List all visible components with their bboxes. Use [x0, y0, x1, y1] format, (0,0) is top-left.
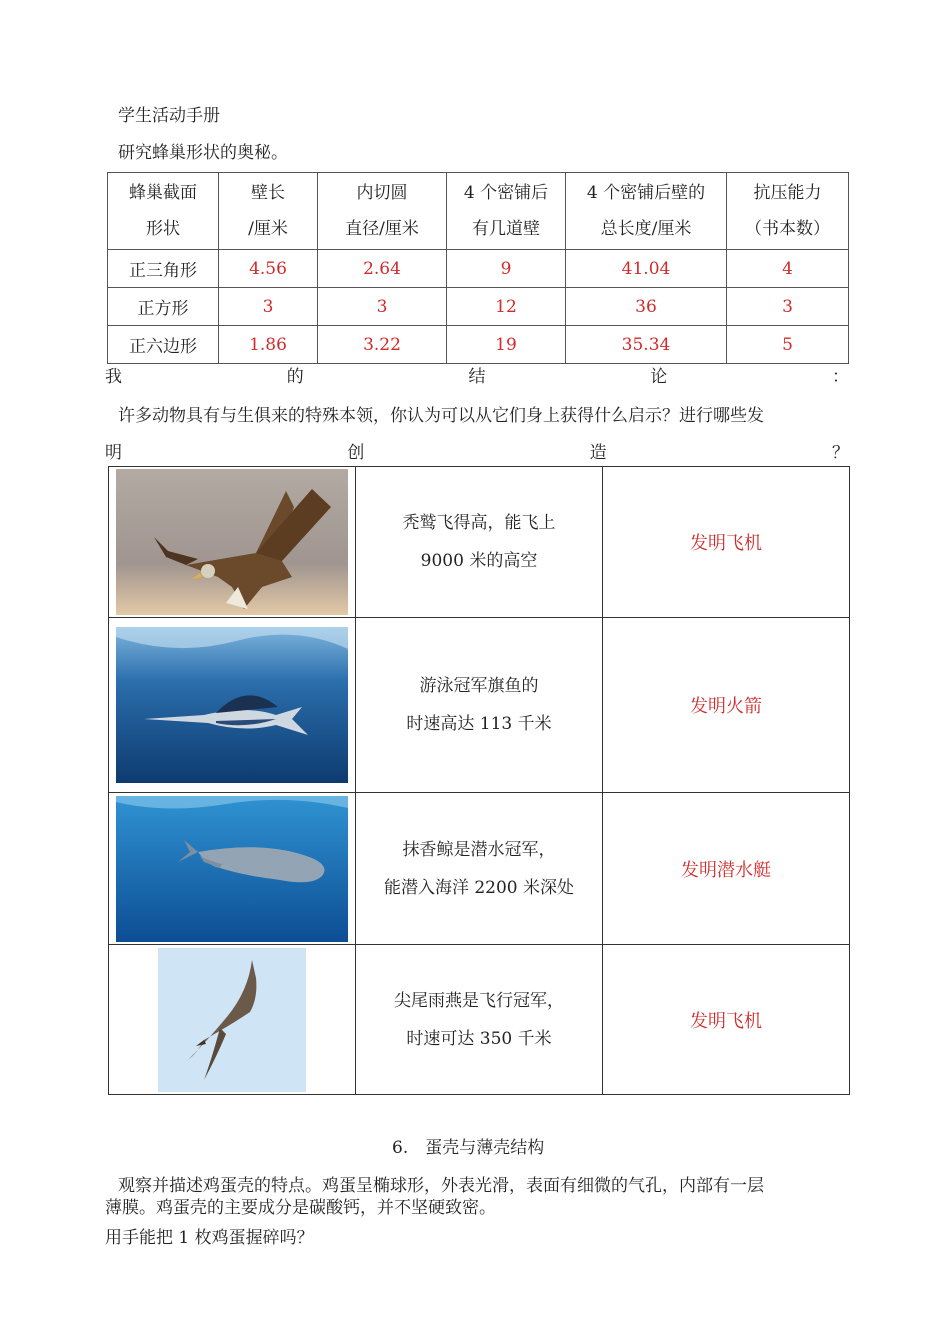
value-cell: 35.34 [566, 326, 727, 364]
table-row [108, 288, 849, 326]
invention-cell: 发明火箭 [603, 618, 850, 793]
description-cell: 游泳冠军旗鱼的 时速高达 113 千米 [356, 618, 603, 793]
eggshell-paragraph: 观察并描述鸡蛋壳的特点。鸡蛋呈椭球形，外表光滑，表面有细微的气孔，内部有一层 [118, 1176, 764, 1196]
header-pressure-resistance: 抗压能力 （书本数） [727, 173, 849, 250]
value-cell: 9 [447, 250, 566, 288]
header-total-length: 4 个密铺后壁的 总长度/厘米 [566, 173, 727, 250]
honeycomb-intro: 研究蜂巢形状的奥秘。 [118, 143, 288, 163]
table-row [108, 250, 849, 288]
description-cell: 抹香鲸是潜水冠军， 能潜入海洋 2200 米深处 [356, 793, 603, 945]
eggshell-paragraph-cont: 薄膜。鸡蛋壳的主要成分是碳酸钙，并不坚硬致密。 [105, 1198, 496, 1218]
image-cell [109, 945, 356, 1095]
manual-title: 学生活动手册 [118, 106, 220, 126]
question-text: 许多动物具有与生俱来的特殊本领，你认为可以从它们身上获得什么启示？进行哪些发 [118, 406, 764, 426]
header-incircle-diameter: 内切圆 直径/厘米 [318, 173, 447, 250]
swift-photo [158, 948, 306, 1092]
value-cell: 4.56 [219, 250, 318, 288]
honeycomb-header-row [108, 173, 849, 250]
value-cell: 3.22 [318, 326, 447, 364]
egg-question: 用手能把 1 枚鸡蛋握碎吗？ [105, 1228, 314, 1248]
table-row [108, 326, 849, 364]
conclusion-label: 我 的 结 论 ： [105, 367, 849, 387]
table-row [109, 793, 850, 945]
header-wall-length: 壁长 /厘米 [219, 173, 318, 250]
image-cell [109, 467, 356, 618]
value-cell: 3 [219, 288, 318, 326]
value-cell: 4 [727, 250, 849, 288]
table-row [109, 945, 850, 1095]
description-cell: 秃鹫飞得高，能飞上 9000 米的高空 [356, 467, 603, 618]
image-cell [109, 618, 356, 793]
honeycomb-table [107, 172, 849, 364]
header-shape: 蜂巢截面 形状 [108, 173, 219, 250]
section-title: 6. 蛋壳与薄壳结构 [392, 1138, 545, 1158]
description-cell: 尖尾雨燕是飞行冠军， 时速可达 350 千米 [356, 945, 603, 1095]
sperm-whale-photo [116, 796, 348, 942]
value-cell: 19 [447, 326, 566, 364]
value-cell: 3 [318, 288, 447, 326]
value-cell: 36 [566, 288, 727, 326]
header-wall-count: 4 个密铺后 有几道壁 [447, 173, 566, 250]
table-row [109, 467, 850, 618]
invention-cell: 发明飞机 [603, 945, 850, 1095]
table-row [109, 618, 850, 793]
question-text-end: 明 创 造 ？ [105, 443, 849, 463]
value-cell: 2.64 [318, 250, 447, 288]
animals-table [108, 466, 850, 1095]
shape-cell: 正方形 [108, 288, 219, 326]
invention-cell: 发明潜水艇 [603, 793, 850, 945]
shape-cell: 正六边形 [108, 326, 219, 364]
shape-cell: 正三角形 [108, 250, 219, 288]
value-cell: 12 [447, 288, 566, 326]
image-cell [109, 793, 356, 945]
value-cell: 1.86 [219, 326, 318, 364]
value-cell: 3 [727, 288, 849, 326]
sailfish-photo [116, 627, 348, 783]
invention-cell: 发明飞机 [603, 467, 850, 618]
value-cell: 5 [727, 326, 849, 364]
value-cell: 41.04 [566, 250, 727, 288]
eagle-photo [116, 469, 348, 615]
